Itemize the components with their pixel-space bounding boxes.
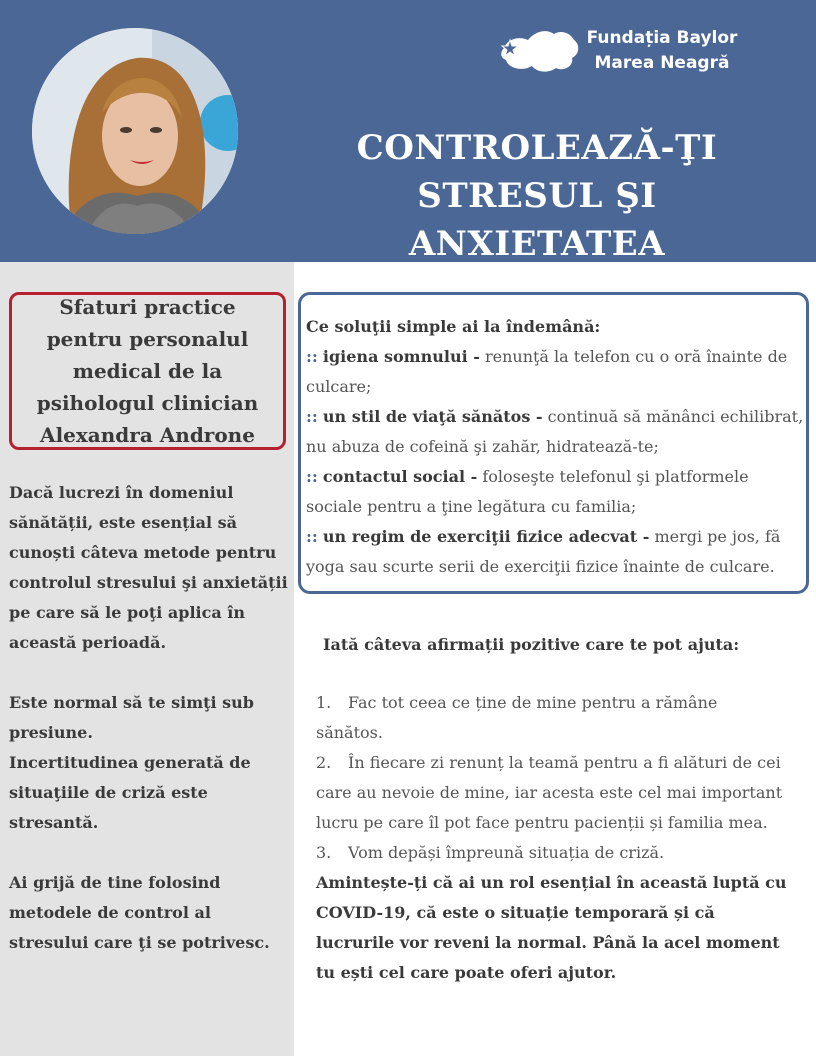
intro-text — [9, 478, 289, 958]
avatar — [32, 28, 238, 234]
logo-line-2: Marea Neagră — [594, 53, 730, 73]
bullet-marker: :: — [306, 467, 318, 486]
solution-text: renunţă la telefon cu o oră înainte de culcare; — [306, 347, 788, 396]
header-banner — [0, 0, 816, 262]
foundation-logo — [498, 24, 748, 80]
list-text: Vom depăși împreună situația de criză. — [348, 843, 665, 862]
solution-item — [306, 522, 806, 582]
list-number: 3. — [316, 843, 332, 862]
logo-line-1: Fundația Baylor — [586, 28, 738, 48]
affirmations-title: Iată câteva afirmații pozitive care te pot ajuta: — [323, 635, 740, 654]
list-item — [316, 688, 786, 748]
solution-item — [306, 462, 806, 522]
list-item — [316, 838, 786, 868]
bullet-marker: :: — [306, 347, 318, 366]
title-line-2: STRESUL ŞI ANXIETATEA — [408, 176, 666, 264]
intro-paragraph-2b: Incertitudinea generată de situaţiile de criză este stresantă. — [9, 753, 251, 832]
left-column — [0, 262, 294, 1056]
solution-item — [306, 402, 806, 462]
list-number: 1. — [316, 693, 332, 712]
intro-paragraph-2a: Este normal să te simţi sub presiune. — [9, 693, 254, 742]
solution-item — [306, 342, 806, 402]
title-line-1: CONTROLEAZĂ-ŢI — [356, 128, 718, 168]
bullet-marker: :: — [306, 407, 318, 426]
solution-text: foloseşte telefonul şi platformele sociale pentru a ţine legătura cu familia; — [306, 467, 749, 516]
list-text: Fac tot ceea ce ține de mine pentru a rămâne sănătos. — [316, 693, 718, 742]
solution-text: continuă să mănânci echilibrat, nu abuza de cofeină şi zahăr, hidratează-te; — [306, 407, 804, 456]
list-number: 2. — [316, 753, 332, 772]
list-text: În fiecare zi renunț la teamă pentru a fi alături de cei care au nevoie de mine, iar acesta este cel mai important lucru pe care îl pot face pentru pacienții și familia mea. — [316, 753, 783, 832]
affirmations-list — [316, 688, 786, 868]
solution-term: un stil de viaţă sănătos - — [322, 407, 543, 426]
bullet-marker: :: — [306, 527, 318, 546]
page-title — [294, 124, 780, 268]
solution-term: un regim de exerciţii fizice adecvat - — [322, 527, 650, 546]
list-item — [316, 748, 786, 838]
portrait-photo — [32, 28, 238, 234]
solution-text: mergi pe jos, fă yoga sau scurte serii de exerciţii fizice înainte de culcare. — [306, 527, 781, 576]
solutions-box — [298, 292, 809, 594]
logo-text — [582, 26, 742, 76]
intro-paragraph-1: Dacă lucrezi în domeniul sănătății, este esențial să cunoști câteva metode pentru controlul stresului şi anxietății pe care să le poţi aplica în această perioadă. — [9, 483, 288, 652]
closing-paragraph: Amintește-ți că ai un rol esențial în această luptă cu COVID-19, că este o situație temporară și că lucrurile vor reveni la normal. Până la acel moment tu ești cel care poate oferi ajutor. — [316, 873, 787, 982]
author-callout-text: Sfaturi practice pentru personalul medical de la psihologul clinician Alexandra Androne — [36, 295, 259, 447]
intro-paragraph-3: Ai grijă de tine folosind metodele de control al stresului care ţi se potrivesc. — [9, 873, 270, 952]
black-sea-map-icon — [498, 26, 582, 76]
solution-term: igiena somnului - — [322, 347, 480, 366]
solutions-heading: Ce soluţii simple ai la îndemână: — [306, 317, 601, 336]
solutions-content — [306, 312, 806, 582]
solution-term: contactul social - — [322, 467, 478, 486]
author-callout-box — [9, 292, 286, 450]
